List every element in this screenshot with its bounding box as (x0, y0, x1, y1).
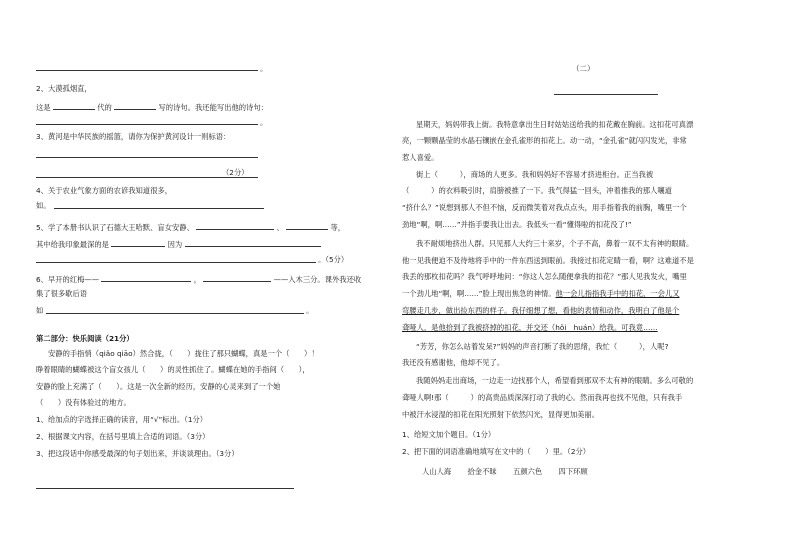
story-line: 我不耐烦地挤出人群。只见那人大约三十来岁，个子不高，鼻着一双不太有神的眼睛。 (416, 239, 694, 248)
answer-line[interactable] (36, 488, 294, 489)
q6-text-a: 6、早开的红梅—— (36, 275, 100, 284)
q2-end: 。 (260, 118, 268, 127)
question-2: 2、大漠孤烟直， (36, 84, 92, 93)
q1-end: 。 (260, 64, 268, 73)
task-1: 1、给短文加个题目。（1分） (402, 430, 496, 439)
question-5 (36, 221, 345, 233)
word-item: 四下环顾 (558, 467, 588, 476)
q5-sep: 、 (276, 223, 284, 232)
story-line: 惹人喜爱。 (402, 153, 439, 162)
question-6b: 集了很多歇后语 (36, 289, 88, 298)
story-line: 星期天，妈妈带我上街。我特意拿出生日时姑姑送给我的扣花戴在胸前。这扣花可真漂 (416, 120, 694, 129)
passage-line: （ ）没有体验过的地方。 (36, 398, 131, 407)
question-6c: 如 (36, 306, 44, 315)
q5-text-c: 因为 (167, 240, 183, 249)
blank-dynasty[interactable] (53, 101, 95, 110)
answer-line[interactable] (36, 157, 258, 158)
word-item: 人山人海 (422, 467, 452, 476)
story-line: 亮，一颗颗晶莹的水晶石镶嵌在金孔雀形的扣花上。动一动，“金孔雀”就闪闪发光，非常 (402, 136, 687, 145)
part2-title: 第二部分：快乐阅读（21分） (36, 334, 134, 343)
question-4: 4、关于农业气象方面的农谚我知道很多， (36, 186, 172, 195)
story-line: “芳芳，你怎么站着发呆?”妈妈的声音打断了我的思绪，我忙（ ），人呢? (416, 342, 669, 351)
task-2: 2、根据课文内容，在括号里填上合适的词语。（3分） (36, 432, 210, 441)
q2-text-c: 写的诗句。我还能写出他的诗句： (158, 103, 268, 112)
question-6 (36, 273, 361, 285)
story-line: “挤什么？”说想到那人不但不恼，反而微笑着对我点点头，用手指着我的前胸，嘴里一个 (402, 203, 687, 212)
story-text: 一个劲儿地“啊，啊……”脸上现出焦急的神情。 (402, 289, 556, 298)
passage-line: 安静的脸上充满了（ ）。这是一次全新的经历，安静的心灵来到了一个她 (36, 382, 281, 391)
story-line: 他一见我便迫不及待地将手中的一件东西送到眼前。我接过扣花定睛一看，啊？这难道不是 (402, 256, 694, 265)
word-item: 五颜六色 (513, 467, 543, 476)
blank-character-2[interactable] (286, 221, 328, 230)
underlined-sentence: 弯腰走几步，做出捡东西的样子。我仔细想了想，看他的表情和动作，我明白了他是个 (402, 306, 680, 315)
blank-impression[interactable] (111, 238, 165, 247)
answer-line[interactable] (46, 313, 304, 314)
story-line: 聋哑人啊!那（ ）的高贵品质深深打动了我的心。然而我再也找不见他，只有我手 (402, 393, 683, 402)
q2-text-b: 代的 (97, 103, 112, 112)
question-5b (36, 238, 321, 250)
story-line: 劲地“啊，啊……”并指手要我让出去。我低头一看“懂得啦的扣花没了!” (402, 220, 632, 229)
blank-xiehouyu-1[interactable] (101, 273, 191, 282)
blank-reason[interactable] (185, 238, 321, 247)
q5-text-a: 5、学了本册书认识了石德大王哈默、盲女安静、 (36, 223, 194, 232)
blank-xiehouyu-2[interactable] (203, 273, 271, 282)
blank-author[interactable] (114, 101, 156, 110)
question-3: 3、黄河是中华民族的摇篮，请你为保护黄河设计一则标语： (36, 132, 231, 141)
story-line: 街上（ ），商场的人更多。我和妈妈好不容易才挤进柜台。正当我被 (416, 170, 654, 179)
answer-line[interactable] (36, 262, 316, 263)
q6-text-c: ——入木三分。课外我还收 (273, 275, 362, 284)
passage-line: 安静的手指悄（qiǎo qiāo）然合拢，（ ）拢住了那只蝴蝶，真是一个（ ）！ (48, 349, 319, 358)
task-2: 2、把下面的词语准确地填写在文中的（ ）里。（2分） (402, 447, 591, 456)
task-1: 1、给加点的字选择正确的读音，用“√”标出。（1分） (36, 415, 208, 424)
q5-etc: 等， (330, 223, 346, 232)
question-2-fill (36, 101, 268, 113)
story-line: 中被汗水浸湿的扣花在阳光照射下依然闪光，显得更加美丽。 (402, 410, 600, 419)
story-line: 我丢的那枚扣花吗？我气呼呼地问：“你这人怎么随便拿我的扣花？”那人见我发火，嘴里 (402, 272, 687, 281)
underlined-sentence: 他一会儿指指我手中的扣花，一会儿又 (555, 289, 680, 298)
question-4b: 如。 (36, 201, 51, 210)
passage-line: 睁着眼睛的蝴蝶被这个盲女孩儿（ ）的灵性抓住了。蝴蝶在她的手指间（ ）， (36, 365, 310, 374)
blank-character-1[interactable] (196, 221, 274, 230)
q5-text-b: 其中给我印象最深的是 (36, 240, 109, 249)
q2-text-a: 这是 (36, 103, 51, 112)
q5-score: 。（5分） (318, 255, 349, 264)
word-bank (422, 467, 602, 477)
story-line: 我还没有感谢他，他却不见了。 (402, 358, 505, 367)
story-line: （ ）的衣料吸引时，肩膀被推了一下。我气得猛一回头，冲着推我的那人嚷道 (402, 186, 672, 195)
story-line (402, 289, 680, 299)
story-line: 我随妈妈走出商场，一边走一边找那个人，希望看到那双不太有神的眼睛。多么可敬的 (416, 376, 694, 385)
answer-line[interactable] (36, 70, 258, 71)
section-title: （二） (572, 64, 595, 73)
q3-score: （2分） (222, 168, 249, 177)
underlined-sentence: 聋哑人，是他拾到了我被挤掉的扣花，并交还（hǒi huán）给我。可我竟…… (402, 323, 658, 332)
task-3: 3、把这段话中你感受最深的句子划出来，并谈谈理由。（3分） (36, 449, 239, 458)
answer-line[interactable] (36, 124, 258, 125)
q6-sep: ， (193, 275, 201, 284)
q6-end: 。 (306, 306, 314, 315)
right-column (402, 0, 774, 544)
word-item: 拾金不昧 (467, 467, 497, 476)
answer-line[interactable] (54, 208, 264, 209)
title-answer-line[interactable] (554, 94, 658, 95)
left-column (34, 0, 384, 544)
